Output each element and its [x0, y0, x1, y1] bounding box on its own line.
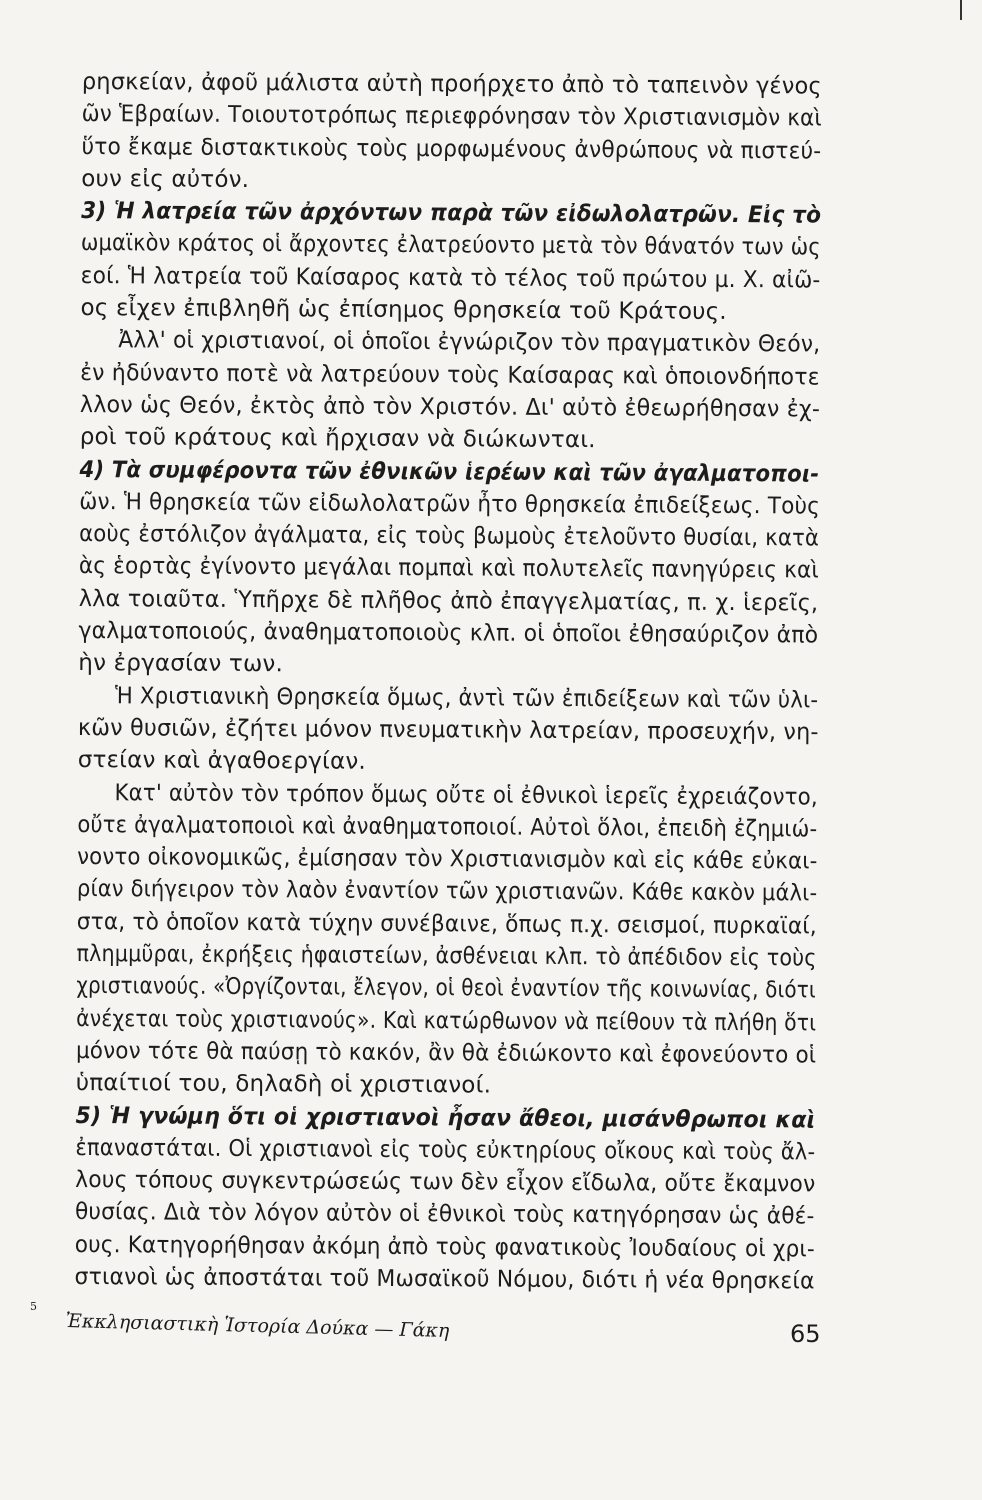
- running-title: Ἐκκλησιαστικὴ Ἱστορία Δούκα — Γάκη: [65, 1310, 450, 1343]
- text-line: Ἀλλ' οἱ χριστιανοί, οἱ ὁποῖοι ἐγνώριζον τὸν πραγματικὸν Θεόν,: [118, 327, 821, 358]
- text-line: κῶν θυσιῶν, ἐζήτει μόνον πνευματικὴν λατρείαν, προσευχήν, νη-: [77, 714, 819, 746]
- text-line: ρίαν διήγειρον τὸν λαὸν ἐναντίον τῶν χριστιανῶν. Κάθε κακὸν μάλι-: [76, 876, 818, 907]
- page-edge-mark: [960, 0, 972, 20]
- text-line: στα, τὸ ὁποῖον κατὰ τύχην συνέβαινε, ὅπως π.χ. σεισμοί, πυρκαϊαί,: [76, 908, 817, 940]
- text-line: νοντο οἰκονομικῶς, ἐμίσησαν τὸν Χριστιανισμὸν καὶ εἰς κάθε εὐκαι-: [77, 844, 818, 875]
- text-line: εοί. Ἡ λατρεία τοῦ Καίσαρος κατὰ τὸ τέλος τοῦ πρώτου μ. Χ. αἰῶ-: [80, 262, 821, 294]
- text-line: ῶν Ἑβραίων. Τοιουτοτρόπως περιεφρόνησαν τὸν Χριστιανισμὸν καὶ: [81, 101, 822, 132]
- section-heading-3: 3) Ἡ λατρεία τῶν ἀρχόντων παρὰ τῶν εἰδωλολατρῶν. Εἰς τὸ: [81, 198, 822, 229]
- text-line: αοὺς ἐστόλιζον ἀγάλματα, εἰς τοὺς βωμοὺς ἐτελοῦντο θυσίαι, κατὰ: [79, 521, 820, 552]
- text-line: οὔτε ἀγαλματοποιοὶ καὶ ἀναθηματοποιοί. Αὐτοὶ ὅλοι, ἐπειδὴ ἐζημιώ-: [77, 811, 818, 843]
- text-line: ἐπαναστάται. Οἱ χριστιανοὶ εἰς τοὺς εὐκτηρίους οἴκους καὶ τοὺς ἄλ-: [75, 1134, 816, 1166]
- text-line: ὑπαίτιοί του, δηλαδὴ οἱ χριστιανοί.: [75, 1070, 492, 1099]
- text-line: στείαν καὶ ἀγαθοεργίαν.: [77, 747, 367, 775]
- section-heading-4: 4) Τὰ συμφέροντα τῶν ἐθνικῶν ἱερέων καὶ τῶν ἀγαλματοποι-: [79, 456, 820, 488]
- text-line: Ἡ Χριστιανικὴ Θρησκεία ὅμως, ἀντὶ τῶν ἐπιδείξεων καὶ τῶν ὑλι-: [114, 682, 819, 714]
- text-line: ὕτο ἔκαμε διστακτικοὺς τοὺς μορφωμένους ἀνθρώπους νὰ πιστεύ-: [81, 133, 822, 165]
- text-line: χριστιανούς. «Ὀργίζονται, ἔλεγον, οἱ θεοὶ ἐναντίον τῆς κοινωνίας, διότι: [76, 973, 816, 1004]
- text-line: λλα τοιαῦτα. Ὑπῆρχε δὲ πλῆθος ἀπὸ ἐπαγγελματίας, π. χ. ἱερεῖς,: [78, 585, 819, 617]
- text-line: ἐν ἠδύναντο ποτὲ νὰ λατρεύουν τοὺς Καίσαρας καὶ ὁποιονδήποτε: [80, 359, 820, 391]
- body-text: [75, 66, 822, 1298]
- text-line: θυσίας. Διὰ τὸν λόγον αὐτὸν οἱ ἐθνικοὶ τοὺς κατηγόρησαν ὡς ἀθέ-: [74, 1199, 815, 1230]
- page-number: 65: [790, 1320, 821, 1348]
- text-line: στιανοὶ ὡς ἀποστάται τοῦ Μωσαϊκοῦ Νόμου, διότι ἡ νέα θρησκεία: [74, 1263, 815, 1295]
- section-heading-5: 5) Ἡ γνώμη ὅτι οἱ χριστιανοὶ ἦσαν ἄθεοι, μισάνθρωποι καὶ: [75, 1102, 816, 1133]
- text-line: ους. Κατηγορήθησαν ἀκόμη ἀπὸ τοὺς φανατικοὺς Ἰουδαίους οἱ χρι-: [74, 1231, 815, 1263]
- text-line: ἀνέχεται τοὺς χριστιανούς». Καὶ κατώρθωνον νὰ πείθουν τὰ πλήθη ὅτι: [76, 1005, 817, 1037]
- text-line: ὰς ἑορτὰς ἐγίνοντο μεγάλαι πομπαὶ καὶ πολυτελεῖς πανηγύρεις καὶ: [78, 553, 819, 584]
- text-line: Κατ' αὐτὸν τὸν τρόπον ὅμως οὔτε οἱ ἐθνικοὶ ἱερεῖς ἐχρειάζοντο,: [114, 779, 818, 811]
- text-line: ὴν ἐργασίαν των.: [78, 650, 284, 678]
- text-line: ος εἶχεν ἐπιβληθῆ ὡς ἐπίσημος θρησκεία τοῦ Κράτους.: [80, 295, 727, 326]
- text-line: ωμαϊκὸν κράτος οἱ ἄρχοντες ἐλατρεύοντο μετὰ τὸν θάνατόν των ὡς: [80, 230, 821, 261]
- text-line: λλον ὡς Θεόν, ἐκτὸς ἀπὸ τὸν Χριστόν. Δι' αὐτὸ ἐθεωρήθησαν ἐχ-: [79, 391, 821, 423]
- text-line: πλημμῦραι, ἐκρήξεις ἡφαιστείων, ἀσθένειαι κλπ. τὸ ἀπέδιδον εἰς τοὺς: [76, 940, 817, 972]
- text-line: μόνον τότε θὰ παύσῃ τὸ κακόν, ἂν θὰ ἐδιώκοντο καὶ ἐφονεύοντο οἱ: [75, 1037, 817, 1069]
- text-line: ρησκείαν, ἀφοῦ μάλιστα αὐτὴ προήρχετο ἀπὸ τὸ ταπεινὸν γένος: [81, 68, 822, 100]
- text-line: ροὶ τοῦ κράτους καὶ ἤρχισαν νὰ διώκωνται.: [79, 424, 596, 454]
- text-line: ῶν. Ἡ θρησκεία τῶν εἰδωλολατρῶν ἦτο θρησκεία ἐπιδείξεως. Τοὺς: [79, 488, 821, 520]
- signature-mark: 5: [30, 1300, 37, 1313]
- text-line: γαλματοποιούς, ἀναθηματοποιοὺς κλπ. οἱ ὁποῖοι ἐθησαύριζον ἀπὸ: [78, 618, 819, 649]
- text-line: λους τόπους συγκεντρώσεώς των δὲν εἶχον εἴδωλα, οὔτε ἔκαμνον: [75, 1167, 816, 1198]
- text-line: ουν εἰς αὐτόν.: [81, 165, 250, 193]
